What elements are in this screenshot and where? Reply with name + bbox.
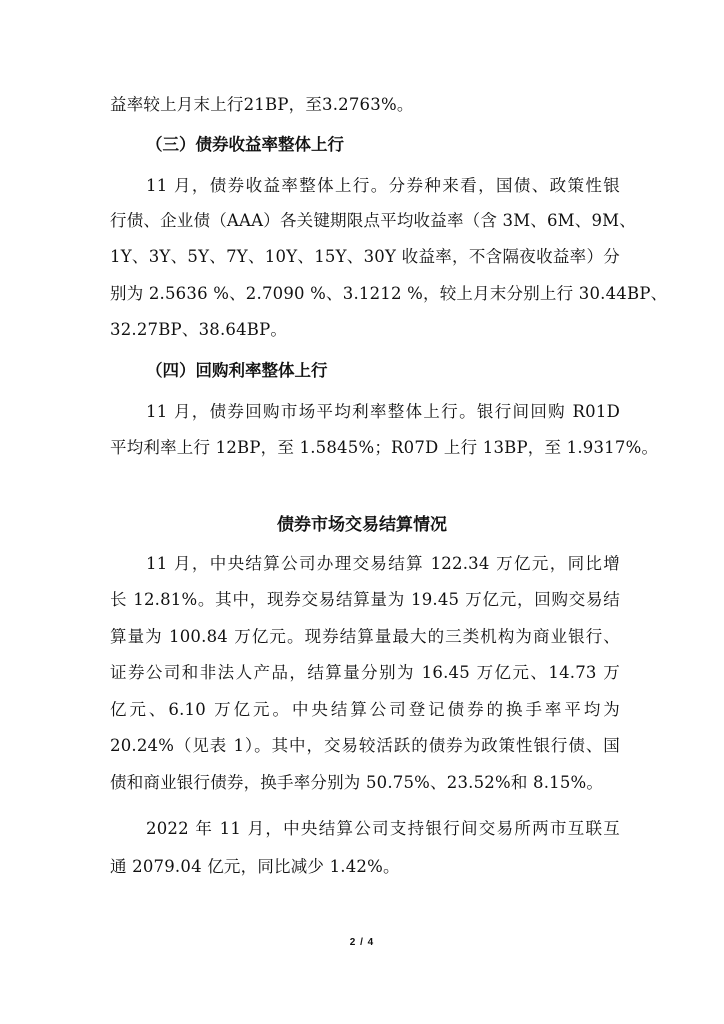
paragraph-line: 证券公司和非法人产品，结算量分别为 16.45 万亿元、14.73 万 <box>110 663 620 682</box>
paragraph-line: 11 月，中央结算公司办理交易结算 122.34 万亿元，同比增 <box>146 554 620 573</box>
paragraph-line: 亿元、6.10 万亿元。中央结算公司登记债券的换手率平均为 <box>110 700 620 719</box>
paragraph-line: 算量为 100.84 万亿元。现券结算量最大的三类机构为商业银行、 <box>110 627 620 646</box>
page-number: 2 / 4 <box>349 937 375 948</box>
paragraph-line: 债和商业银行债券，换手率分别为 50.75%、23.52%和 8.15%。 <box>110 773 604 792</box>
paragraph-line: 别为 2.5636 %、2.7090 %、3.1212 %，较上月末分别上行 30.44BP、 <box>110 284 668 303</box>
section-heading-repo-rate: （四）回购利率整体上行 <box>146 361 328 380</box>
paragraph-line: 平均利率上行 12BP，至 1.5845%；R07D 上行 13BP，至 1.9317%。 <box>110 438 659 457</box>
paragraph-line: 1Y、3Y、5Y、7Y、10Y、15Y、30Y 收益率，不含隔夜收益率）分 <box>110 247 620 266</box>
paragraph-line: 通 2079.04 亿元，同比减少 1.42%。 <box>110 857 400 876</box>
section-heading-bond-yield: （三）债券收益率整体上行 <box>146 135 344 154</box>
paragraph-line: 11 月，债券回购市场平均利率整体上行。银行间回购 R01D <box>146 402 620 421</box>
paragraph-line: 益率较上月末上行21BP，至3.2763%。 <box>110 95 414 114</box>
paragraph-line: 长 12.81%。其中，现券交易结算量为 19.45 万亿元，回购交易结 <box>110 590 620 609</box>
paragraph-line: 20.24%（见表 1）。其中，交易较活跃的债券为政策性银行债、国 <box>110 736 620 755</box>
paragraph-line: 11 月，债券收益率整体上行。分券种来看，国债、政策性银 <box>146 176 620 195</box>
section-title-settlement: 债券市场交易结算情况 <box>277 515 447 535</box>
paragraph-line: 2022 年 11 月，中央结算公司支持银行间交易所两市互联互 <box>146 819 620 838</box>
paragraph-line: 32.27BP、38.64BP。 <box>110 320 288 339</box>
paragraph-line: 行债、企业债（AAA）各关键期限点平均收益率（含 3M、6M、9M、 <box>110 211 636 230</box>
